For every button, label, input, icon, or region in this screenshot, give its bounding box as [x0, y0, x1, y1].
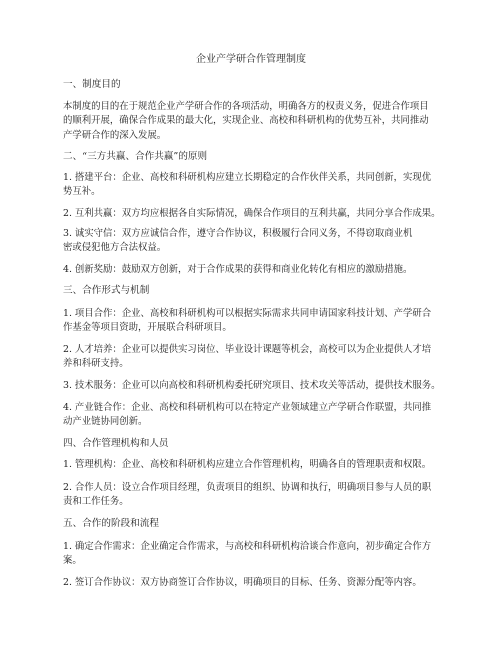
section-heading: [63, 150, 448, 164]
text-line: 1. 搭建平台：企业、高校和科研机构应建立长期稳定的合作伙伴关系，共同创新，实现优: [63, 172, 432, 183]
text-line: 2. 人才培养：企业可以提供实习岗位、毕业设计课题等机会，高校可以为企业提供人才培: [63, 344, 432, 355]
text-line: 1. 项目合作：企业、高校和科研机构可以根据实际需求共同申请国家科技计划、产学研合: [63, 308, 432, 319]
text-line: 1. 管理机构：企业、高校和科研机构应建立合作管理机构，明确各自的管理职责和权限。: [63, 459, 432, 470]
paragraph: [63, 401, 448, 430]
paragraph: [63, 227, 448, 256]
paragraph: [63, 171, 448, 200]
document-title: 企业产学研合作管理制度: [196, 54, 306, 65]
text-line: 1. 确定合作需求：企业确定合作需求，与高校和科研机构洽谈合作意向，初步确定合作方: [63, 541, 432, 552]
paragraph: [63, 540, 448, 569]
text-line: 动产业链协同创新。: [63, 416, 148, 428]
paragraph: [63, 458, 448, 472]
text-line: 一、制度目的: [63, 79, 121, 90]
text-line: 2. 合作人员：设立合作项目经理，负责项目的组织、协调和执行，明确项目参与人员的职: [63, 482, 432, 493]
paragraph: [63, 481, 448, 510]
text-line: 3. 诚实守信：双方应诚信合作，遵守合作协议，积极履行合同义务，不得窃取商业机: [63, 228, 413, 239]
paragraph: [63, 343, 448, 372]
section-heading: [63, 437, 448, 451]
text-line: 四、合作管理机构和人员: [63, 438, 169, 449]
text-line: 三、合作形式与机制: [63, 285, 150, 296]
paragraph: [63, 307, 448, 336]
text-line: 五、合作的阶段和流程: [63, 518, 159, 529]
text-line: 4. 创新奖励：鼓励双方创新，对于合作成果的获得和商业化转化有相应的激励措施。: [63, 264, 413, 275]
paragraph: [63, 207, 448, 221]
text-line: 势互补。: [63, 186, 101, 198]
text-line: 作基金等项目资助，开展联合科研项目。: [63, 322, 232, 334]
text-line: 本制度的目的在于规范企业产学研合作的各项活动，明确各方的权责义务，促进合作项目: [63, 101, 429, 112]
section-heading: [63, 517, 448, 531]
paragraph: [63, 379, 448, 393]
section-heading: [63, 78, 448, 92]
text-line: 产学研合作的深入发展。: [63, 129, 167, 141]
text-line: 责和工作任务。: [63, 496, 129, 508]
paragraph: [63, 576, 448, 590]
text-line: 2. 签订合作协议：双方协商签订合作协议，明确项目的目标、任务、资源分配等内容。: [63, 577, 422, 588]
text-line: 养和科研支持。: [63, 358, 129, 370]
text-line: 密或侵犯他方合法权益。: [63, 242, 167, 254]
paragraph: [63, 263, 448, 277]
text-line: 2. 互利共赢：双方均应根据各自实际情况，确保合作项目的互利共赢，共同分享合作成果。: [63, 208, 441, 219]
text-line: 的顺利开展，确保合作成果的最大化，实现企业、高校和科研机构的优势互补，共同推动: [63, 115, 429, 127]
text-line: 案。: [63, 555, 82, 567]
section-heading: [63, 284, 448, 298]
paragraph: [63, 100, 448, 143]
text-line: 4. 产业链合作：企业、高校和科研机构可以在特定产业领域建立产学研合作联盟，共同推: [63, 402, 432, 413]
text-line: 二、“三方共赢、合作共赢”的原则: [63, 151, 208, 162]
text-line: 3. 技术服务：企业可以向高校和科研机构委托研究项目、技术攻关等活动，提供技术服务。: [63, 380, 441, 391]
